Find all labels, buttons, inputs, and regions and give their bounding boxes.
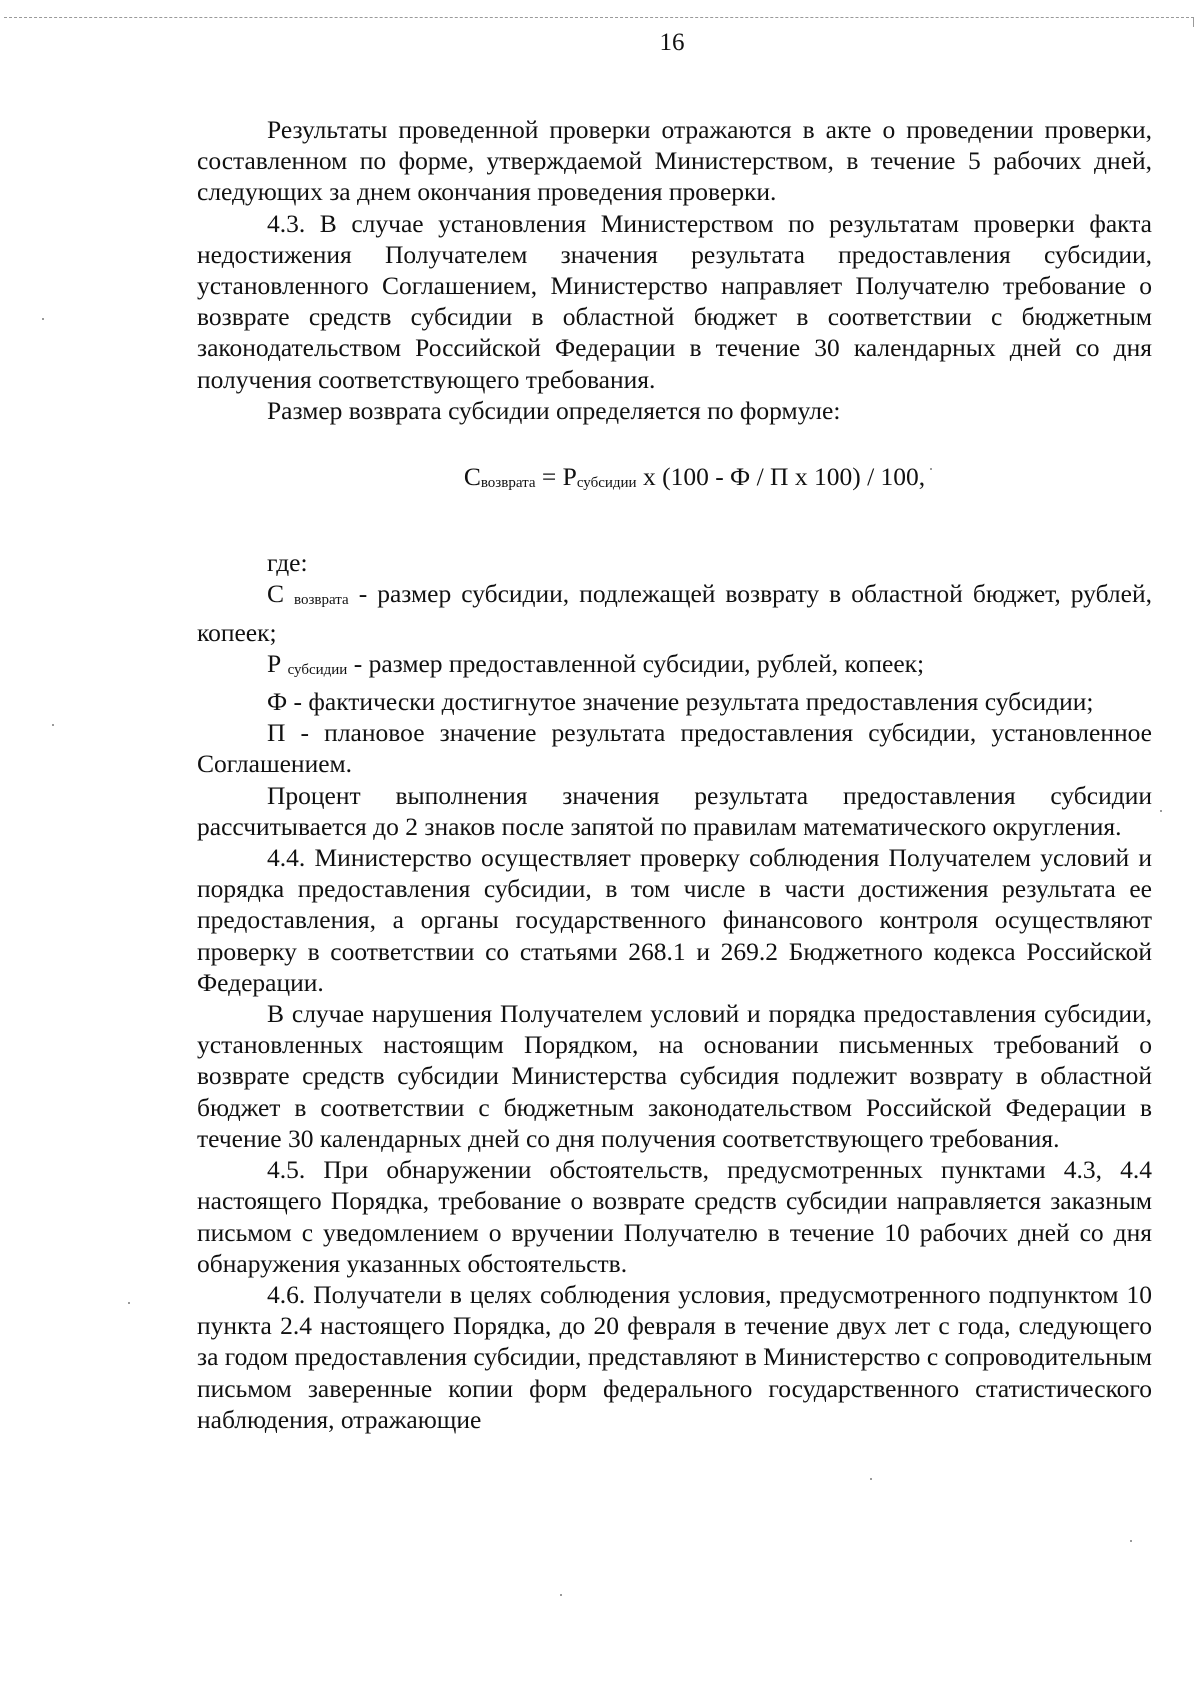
scan-speck xyxy=(128,1302,130,1304)
formula-p-subscript: субсидии xyxy=(576,475,637,492)
scan-speck xyxy=(1130,1540,1132,1542)
scan-speck xyxy=(560,1594,562,1596)
formula-c-symbol: С xyxy=(463,462,481,492)
return-formula xyxy=(197,461,1152,499)
page-number: 16 xyxy=(659,29,685,56)
definition-phi: Ф - фактически достигнутое значение результата предоставления субсидии; xyxy=(267,687,1094,717)
definition-p-symbol: Р xyxy=(267,648,282,678)
definition-c-subscript: возврата xyxy=(294,592,349,609)
document-body xyxy=(197,114,1152,1435)
formula-p-symbol: Р xyxy=(562,462,577,492)
where-label: где: xyxy=(267,548,308,578)
paragraph-percent-rounding: Процент выполнения значения результата предоставления субсидии рассчитывается до 2 знаков после запятой по правилам математического округления. xyxy=(197,780,1152,841)
paragraph-inspection-results: Результаты проведенной проверки отражаются в акте о проведении проверки, составленном по форме, утверждаемой Министерством, в течение 5 рабочих дней, следующих за днем окончания проведения проверки. xyxy=(197,115,1152,207)
definition-p xyxy=(197,648,1152,686)
paragraph-4-4: 4.4. Министерство осуществляет проверку соблюдения Получателем условий и порядка предоставления субсидии, в том числе в части достижения результата ее предоставления, а органы государственного финансового контроля осуществляют проверку в соответствии со статьями 268.1 и 269.2 Бюджетного кодекса Российской Федерации. xyxy=(197,843,1152,997)
formula-equals: = xyxy=(535,462,563,492)
definition-c xyxy=(197,578,1152,647)
definition-c-symbol: С xyxy=(267,579,285,609)
paragraph-4-3: 4.3. В случае установления Министерством по результатам проверки факта недостижения Получателем значения результата предоставления субсидии, установленного Соглашением, Министерство направляет Получателю требование о возврате средств субсидии в областной бюджет в соответствии с бюджетным законодательством Российской Федерации в течение 30 календарных дней со дня получения соответствующего требования. xyxy=(197,208,1152,394)
paragraph-4-5: 4.5. При обнаружении обстоятельств, предусмотренных пунктами 4.3, 4.4 настоящего Порядка, требование о возврате средств субсидии направляется заказным письмом с уведомлением о вручении Получателю в течение 10 рабочих дней со дня обнаружения указанных обстоятельств. xyxy=(197,1155,1152,1278)
scan-border-line xyxy=(4,17,1194,18)
formula-expression: х (100 - Ф / П х 100) / 100, xyxy=(636,462,926,492)
formula-c-subscript: возврата xyxy=(480,475,536,492)
definition-p-subscript: субсидии xyxy=(287,661,348,678)
definition-p-text: - размер предоставленной субсидии, рублей, копеек; xyxy=(347,648,925,678)
scan-border-corner xyxy=(1193,17,1194,27)
paragraph-formula-intro: Размер возврата субсидии определяется по формуле: xyxy=(267,395,841,425)
definition-pi: П - плановое значение результата предоставления субсидии, установленное Соглашением. xyxy=(197,718,1152,779)
scan-speck xyxy=(870,1478,872,1480)
definition-c-text: - размер субсидии, подлежащей возврату в областной бюджет, рублей, копеек; xyxy=(197,579,1152,647)
scan-speck xyxy=(930,468,932,470)
paragraph-4-6: 4.6. Получатели в целях соблюдения условия, предусмотренного подпунктом 10 пункта 2.4 настоящего Порядка, до 20 февраля в течение двух лет с года, следующего за годом предоставления субсидии, представляют в Министерство с сопроводительным письмом заверенные копии форм федерального государственного статистического наблюдения, отражающие xyxy=(197,1279,1152,1434)
paragraph-violation: В случае нарушения Получателем условий и порядка предоставления субсидии, установленных настоящим Порядком, на основании письменных требований о возврате средств субсидии Министерства субсидия подлежит возврату в областной бюджет в соответствии с бюджетным законодательством Российской Федерации в течение 30 календарных дней со дня получения соответствующего требования. xyxy=(197,999,1152,1153)
scan-speck xyxy=(52,724,54,726)
scan-speck xyxy=(1160,810,1162,812)
scan-speck xyxy=(42,318,44,320)
